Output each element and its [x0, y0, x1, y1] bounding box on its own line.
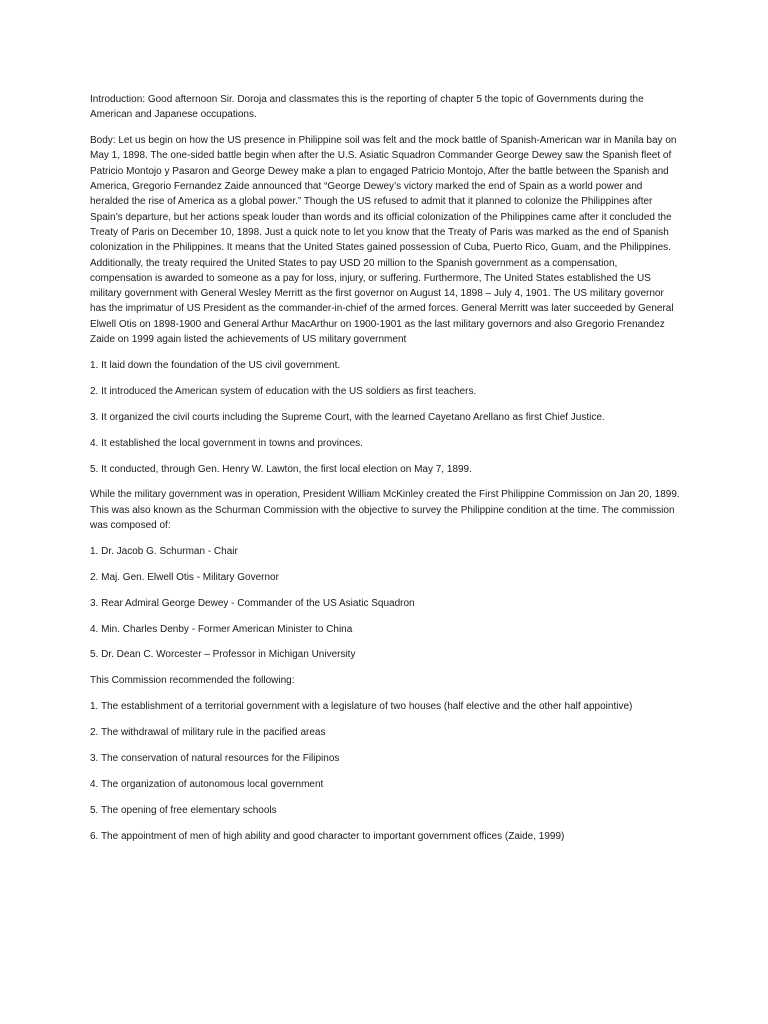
- achievement-item: 1. It laid down the foundation of the US civil government.: [90, 359, 341, 371]
- achievement-item: 4. It established the local government in towns and provinces.: [90, 437, 363, 449]
- recommendation-item: 5. The opening of free elementary schools: [90, 804, 277, 816]
- commission-paragraph: While the military government was in operation, President William McKinley created the First Philippine Commission on Jan 20, 1899. This was also known as the Schurman Commission with the objective to survey the Philippine condition at the time. The commission was composed of:: [90, 489, 680, 531]
- recommendation-item: 6. The appointment of men of high ability and good character to important government offices (Zaide, 1999): [90, 830, 565, 842]
- achievement-item: 2. It introduced the American system of education with the US soldiers as first teachers.: [90, 385, 477, 397]
- recommendation-item: 2. The withdrawal of military rule in the pacified areas: [90, 727, 326, 739]
- member-item: 5. Dr. Dean C. Worcester – Professor in Michigan University: [90, 649, 356, 661]
- member-item: 2. Maj. Gen. Elwell Otis - Military Governor: [90, 571, 279, 583]
- member-item: 3. Rear Admiral George Dewey - Commander of the US Asiatic Squadron: [90, 597, 415, 609]
- recommendation-item: 4. The organization of autonomous local government: [90, 778, 324, 790]
- body-paragraph: Body: Let us begin on how the US presence in Philippine soil was felt and the mock battle of Spanish-American war in Manila bay on May 1, 1898. The one-sided battle begin when after the U.S. Asiatic Squadron Commander George Dewey saw the Spanish fleet of Patricio Montojo y Pasaron and George Dewey make a plan to engaged Patricio Montojo, After the battle between the Spanish and America, Gregorio Fernandez Zaide announced that “George Dewey’s victory marked the end of Spain as a world power and heralded the rise of America as a global power.” Though the US refused to admit that it planned to colonize the Philippines after Spain’s departure, but her actions speak louder than words and its official colonization of the Philippines came after it concluded the Treaty of Paris on December 10, 1898. Just a quick note to let you know that the Treaty of Paris was marked as the end of Spanish colonization in the Philippines. It means that the United States gained possession of Cuba, Puerto Rico, Guam, and the Philippines. Additionally, the treaty required the United States to pay USD 20 million to the Spanish government as a compensation, compensation is awarded to someone as a pay for loss, injury, or suffering. Furthermore, The United States established the US military government with General Wesley Merritt as the first governor on August 14, 1898 – July 4, 1901. The US military governor has the imprimatur of US President as the commander-in-chief of the armed forces. General Merritt was later succeeded by General Elwell Otis on 1898-1900 and General Arthur MacArthur on 1900-1901 as the last military governors and also Gregorio Frenandez Zaide on 1999 again listed the achievements of US military government: [90, 135, 677, 346]
- recommendations-intro: This Commission recommended the following:: [90, 675, 295, 687]
- document-page: [90, 92, 680, 855]
- member-item: 4. Min. Charles Denby - Former American Minister to China: [90, 623, 353, 635]
- member-item: 1. Dr. Jacob G. Schurman - Chair: [90, 545, 238, 557]
- achievement-item: 3. It organized the civil courts including the Supreme Court, with the learned Cayetano Arellano as first Chief Justice.: [90, 411, 605, 423]
- recommendation-item: 3. The conservation of natural resources for the Filipinos: [90, 753, 340, 764]
- intro-paragraph: Introduction: Good afternoon Sir. Doroja and classmates this is the reporting of chapter 5 the topic of Governments during the American and Japanese occupations.: [90, 94, 644, 121]
- recommendation-item: 1. The establishment of a territorial government with a legislature of two houses (half elective and the other half appointive): [90, 701, 633, 713]
- achievement-item: 5. It conducted, through Gen. Henry W. Lawton, the first local election on May 7, 1899.: [90, 463, 472, 475]
